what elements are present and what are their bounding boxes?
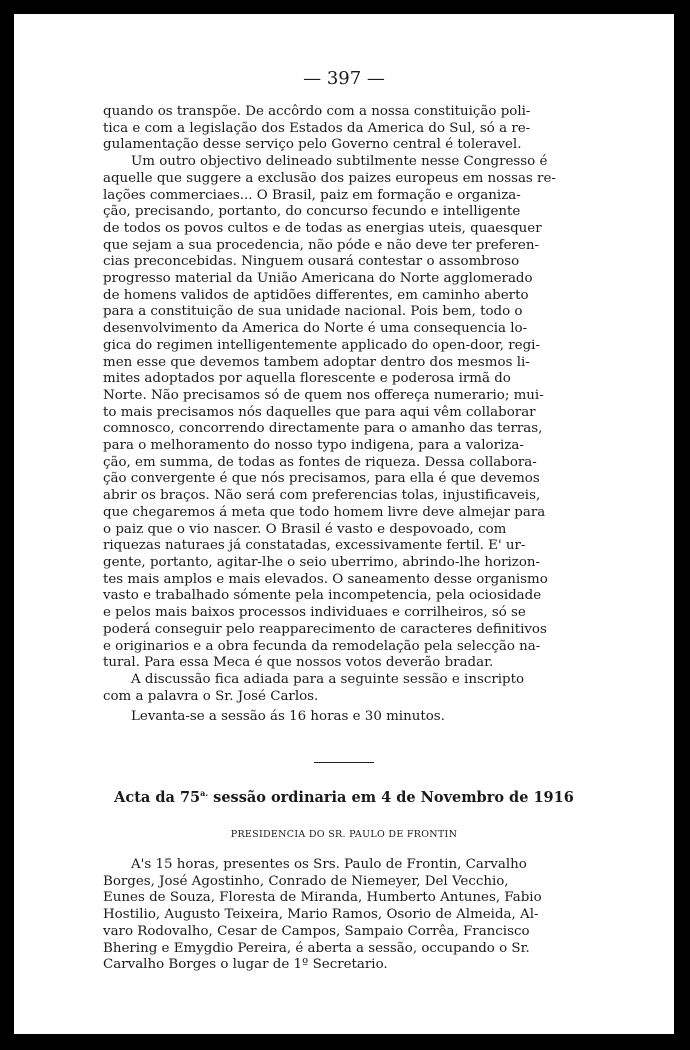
section-divider [314, 762, 374, 763]
paragraph-attendance: A's 15 horas, presentes os Srs. Paulo de Frontin, Carvalho Borges, José Agostinho, Conrado de Niemeyer, Del Vecchio, Eunes de Souza, Floresta de Miranda, Humberto Antunes, Fabio Hostilio, Augusto Teixeira, Mario Ramos, Osorio de Almeida, Al- varo Rodovalho, Cesar de Campos, Sampaio Corrêa, Francisco Bhering e Emygdio Pereira, é aberta a sessão, occupando o Sr. Carvalho Borges o lugar de 1º Secretario. [103, 857, 542, 973]
body-text [103, 104, 597, 726]
paragraph-session-closed: Levanta-se a sessão ás 16 horas e 30 minutos. [131, 709, 445, 725]
paragraph-open-door: Um outro objectivo delineado subtilmente nesse Congresso é aquelle que suggere a exclusão dos paizes europeus em nossas re- lações commerciaes... O Brasil, paiz em formação e organiza- ção, precisando, portanto, do concurso fecundo e intelligente de todos os povos cultos e de todas as energias uteis, quaesquer que sejam a sua procedencia, não póde e não deve ter preferen- cias preconcebidas. Ninguem ousará contestar o assombroso progresso material da União Americana do Norte agglomerado de homens validos de aptidões differentes, em caminho aberto para a constituição de sua unidade nacional. Pois bem, todo o desenvolvimento da America do Norte é uma consequencia lo- gica do regimen intelligentemente applicado do open-door, regi- men esse que devemos tambem adoptar dentro dos mesmos li- mites adoptados por aquella florescente e poderosa irmã do Norte. Não precisamos só de quem nos offereça numerario; mui- to mais precisamos nós daquelles que para aqui vêm collaborar comnosco, concorrendo directamente para o amanho das terras, para o melhoramento do nosso typo indigena, para a valoriza- ção, em summa, de todas as fontes de riqueza. Dessa collabora- ção convergente é que nós precisamos, para ella é que devemos abrir os braços. Não será com preferencias tolas, injustificaveis, que chegaremos á meta que todo homem livre deve almejar para o paiz que o vio nascer. O Brasil é vasto e despovoado, com riquezas naturaes já constatadas, excessivamente fertil. E' ur- gente, portanto, agitar-lhe o seio uberrimo, abrindo-lhe horizon- tes mais amplos e mais elevados. O saneamento desse organismo vasto e trabalhado sómente pela incompetencia, pela ociosidade e pelos mais baixos processos individuaes e corrilheiros, só se poderá conseguir pelo reapparecimento de caracteres definitivos e originarios e a obra fecunda da remodelação pela selecção na- tural. Para essa Meca é que nossos votos deverão bradar. [103, 154, 556, 671]
session-heading-after: sessão ordinaria em 4 de Novembro de 1916 [208, 788, 574, 806]
paragraph-adjournment: A discussão fica adiada para a seguinte sessão e inscripto com a palavra o Sr. José Carlos. [103, 671, 525, 704]
session-heading-before: Acta da 75 [114, 788, 201, 806]
session-heading-ordinal: a. [200, 788, 209, 798]
scanned-page [14, 14, 674, 1034]
paragraph-conclusion: quando os transpõe. De accôrdo com a nossa constituição poli- tica e com a legislação dos Estados da America do Sul, só a re- gulamentação desse serviço pelo Governo central é toleravel. [103, 104, 531, 153]
session-heading [14, 788, 674, 806]
page-number: — 397 — [303, 68, 385, 89]
presidency-line: PRESIDENCIA DO SR. PAULO DE FRONTIN [230, 829, 458, 840]
session-opening [103, 857, 597, 974]
